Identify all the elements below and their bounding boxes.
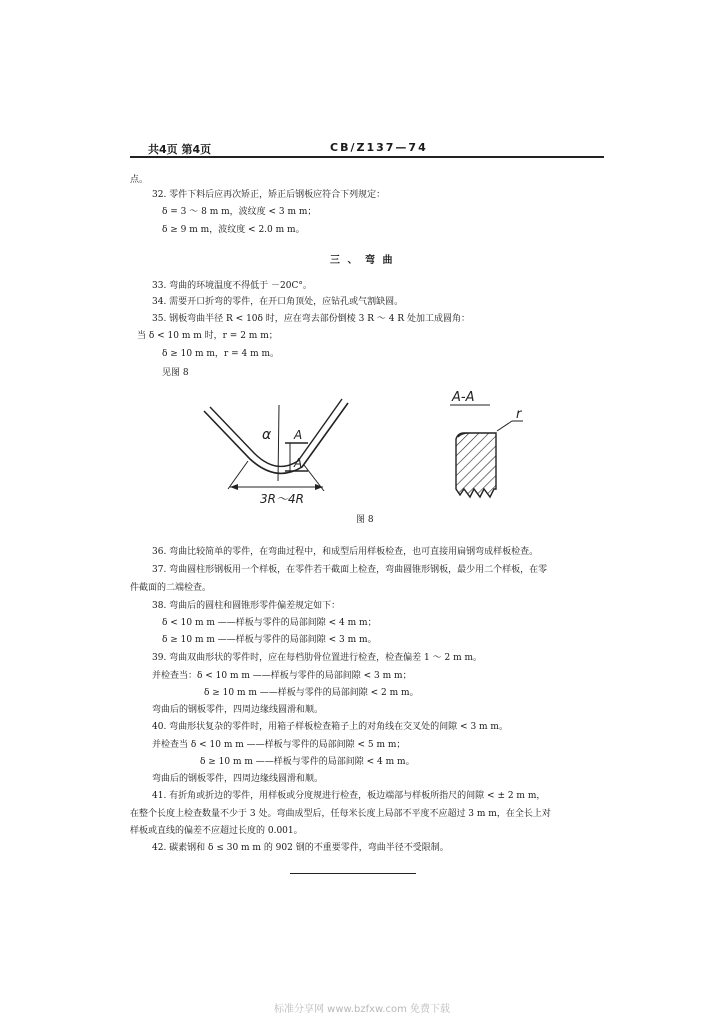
text-line: δ ≥ 10 m m ——样板与零件的局部间隙 < 3 m m。 [162,635,377,645]
text-line: 并检查当 δ < 10 m m ——样板与零件的局部间隙 < 5 m m； [152,740,406,750]
section-mark-a: A [294,428,303,442]
bent-plate-outer [204,403,348,473]
footer-watermark: 标准分享网 www.bzfxw.com 免费下载 [274,1004,450,1015]
text-line: 弯曲后的钢板零件，四周边缘线圆滑和顺。 [152,705,324,715]
figure-caption: 图 8 [356,515,374,525]
dimension-label: 3R～4R [260,492,304,506]
section-mark-a: A [294,456,303,470]
clause-40: 40. 弯曲形状复杂的零件时，用箱子样板检查箱子上的对角线在交叉处的间隙 < 3 m m。 [152,722,508,732]
text-line: 在整个长度上检查数量不少于 3 处。弯曲成型后，任每米长度上局部不平度不应超过 3 m m，在全长上对 [130,809,551,819]
clause-35: 35. 钢板弯曲半径 R < 10δ 时，应在弯去部份倒棱 3 R ～ 4 R 处加工成圆角： [152,314,470,324]
reference-line [278,405,279,481]
clause-34: 34. 需要开口折弯的零件，在开口角顶处，应钻孔或气割缺圆。 [152,297,404,307]
standard-number: CB/Z137—74 [330,141,428,154]
angle-label: α [262,427,272,443]
leader-line [497,421,512,431]
clause-42: 42. 碳素钢和 δ ≤ 30 m m 的 902 钢的不重要零件，弯曲半径不受限制。 [152,843,449,853]
clause-41: 41. 有折角或折边的零件，用样板或分度规进行检查，板边端部与样板所指尺的间隙 < ± 2 m m， [152,791,546,801]
page-info: 共4页 第4页 [148,143,212,156]
text-line: 见图 8 [162,368,189,378]
text-line: 件截面的二端检查。 [130,583,212,593]
text-line: δ ≥ 10 m m，r = 4 m m。 [162,349,280,359]
text-line: 并检查当：δ < 10 m m ——样板与零件的局部间隙 < 3 m m； [152,671,412,681]
end-rule [290,873,416,874]
header-rule [130,156,604,158]
text-line: 样板或直线的偏差不应超过长度的 0.001。 [130,826,303,836]
clause-33: 33. 弯曲的环境温度不得低于 －20C°。 [152,281,312,291]
text-line: δ ≥ 10 m m ——样板与零件的局部间隙 < 2 m m。 [204,688,419,698]
bent-plate-inner [210,399,342,466]
text-line: 弯曲后的钢板零件，四周边缘线圆滑和顺。 [152,774,324,784]
figure-8 [190,385,570,515]
text-line: δ ≥ 10 m m ——样板与零件的局部间隙 < 4 m m。 [200,757,415,767]
text-line: δ < 10 m m ——样板与零件的局部间隙 < 4 m m； [162,618,377,628]
clause-37: 37. 弯曲圆柱形钢板用一个样板，在零件若干截面上检查，弯曲圆锥形钢板，最少用二个样板，在零 [152,565,548,575]
section-view-title: A-A [452,390,475,405]
clause-32: 32. 零件下料后应再次矫正，矫正后钢板应符合下列规定： [152,190,386,200]
clause-36: 36. 弯曲比较简单的零件，在弯曲过程中，和成型后用样板检查，也可直接用扁钢弯成样板检查。 [152,547,539,557]
radius-label: r [516,407,522,422]
section-view-body [456,433,496,497]
section-title: 三 、 弯 曲 [330,255,395,266]
text-line: δ ≥ 9 m m，波纹度 < 2.0 m m。 [162,225,305,235]
clause-39: 39. 弯曲双曲形状的零件时，应在每档肋骨位置进行检查，检查偏差 1 ～ 2 m m。 [152,653,483,663]
clause-38: 38. 弯曲后的圆柱和圆锥形零件偏差规定如下： [152,601,341,611]
text-line: 点。 [130,175,149,185]
text-line: δ = 3 ～ 8 m m，波纹度 < 3 m m； [162,207,317,217]
text-line: 当 δ < 10 m m 时，r = 2 m m； [137,331,278,341]
